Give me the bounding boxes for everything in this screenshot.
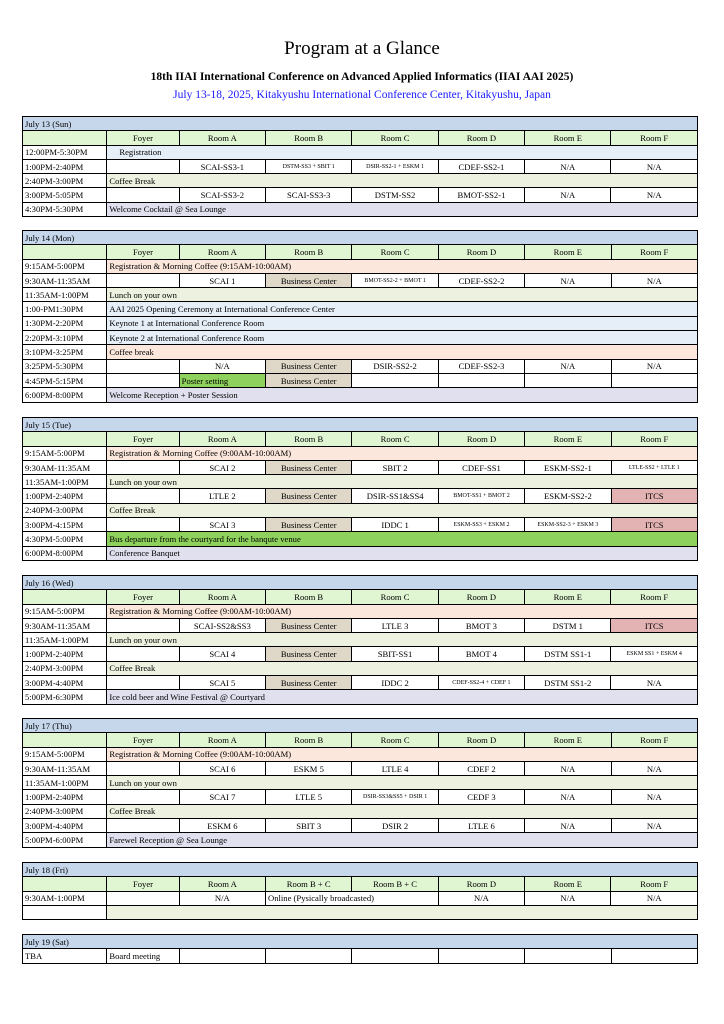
page-title: Program at a Glance bbox=[284, 38, 440, 59]
time-slot: 3:00PM-4:40PM bbox=[23, 676, 107, 690]
schedule-row bbox=[23, 259, 698, 273]
day-label: July 17 (Thu) bbox=[23, 719, 698, 733]
session-cell: CDEF 2 bbox=[438, 761, 524, 775]
time-slot: 2:20PM-3:10PM bbox=[23, 331, 107, 345]
session-cell: LTLE 5 bbox=[266, 790, 352, 804]
day-header-row bbox=[23, 719, 698, 733]
session-cell: Business Center bbox=[266, 373, 352, 387]
day-label: July 15 (Tue) bbox=[23, 418, 698, 432]
room-header: Room F bbox=[611, 590, 698, 604]
session-cell: Business Center bbox=[266, 460, 352, 474]
time-slot: 11:35AM-1:00PM bbox=[23, 633, 107, 647]
session-cell: N/A bbox=[611, 891, 698, 905]
session-cell: N/A bbox=[611, 676, 698, 690]
session-cell bbox=[107, 761, 179, 775]
schedule-row bbox=[23, 202, 698, 216]
session-cell: SCAI 7 bbox=[179, 790, 265, 804]
session-cell: SCAI 6 bbox=[179, 761, 265, 775]
session-cell: LTLE-SS2 + LTLE 1 bbox=[611, 460, 697, 474]
time-slot: 2:40PM-3:00PM bbox=[23, 174, 107, 188]
event-span: Lunch on your own bbox=[107, 776, 698, 790]
room-header: Foyer bbox=[107, 245, 179, 259]
session-cell: SCAI-SS2&SS3 bbox=[179, 618, 265, 632]
schedule-row bbox=[23, 446, 698, 460]
room-header: Room D bbox=[438, 432, 524, 446]
time-slot: 9:15AM-5:00PM bbox=[23, 259, 107, 273]
room-header bbox=[23, 590, 107, 604]
session-cell bbox=[352, 949, 438, 963]
session-cell bbox=[179, 949, 265, 963]
room-header: Room F bbox=[611, 131, 698, 145]
session-cell: CDEF-SS2-4 + CDEF 1 bbox=[438, 676, 524, 690]
session-cell: LTLE 6 bbox=[438, 819, 524, 833]
event-span: Lunch on your own bbox=[107, 288, 698, 302]
time-slot: 1:00-PM1:30PM bbox=[23, 302, 107, 316]
room-header-row bbox=[23, 131, 698, 145]
event-span: Coffee Break bbox=[107, 661, 698, 675]
session-cell: SCAI 1 bbox=[179, 273, 265, 287]
schedule-row bbox=[23, 891, 698, 905]
session-cell: SCAI 3 bbox=[179, 518, 265, 532]
room-header: Room F bbox=[611, 432, 697, 446]
session-cell: N/A bbox=[525, 159, 611, 173]
room-header-row bbox=[23, 877, 698, 891]
session-cell bbox=[525, 373, 611, 387]
event-span: Registration & Morning Coffee (9:15AM-10:00AM) bbox=[107, 259, 698, 273]
session-cell: DSIR-SS2-2 bbox=[352, 359, 438, 373]
session-cell: BMOT-SS2-1 bbox=[438, 188, 524, 202]
room-header: Room C bbox=[352, 590, 438, 604]
session-cell: SBIT 2 bbox=[352, 460, 438, 474]
session-cell: N/A bbox=[611, 188, 698, 202]
session-cell: N/A bbox=[611, 359, 697, 373]
room-header: Room C bbox=[352, 733, 438, 747]
room-header: Room A bbox=[179, 590, 265, 604]
room-header bbox=[23, 733, 107, 747]
session-cell: Business Center bbox=[266, 618, 352, 632]
room-header: Room A bbox=[179, 432, 265, 446]
schedule-row bbox=[23, 302, 698, 316]
schedule-row bbox=[23, 905, 698, 919]
session-cell: N/A bbox=[525, 761, 611, 775]
room-header: Room B bbox=[266, 432, 352, 446]
session-cell: ESKM-SS3 + ESKM 2 bbox=[438, 518, 524, 532]
room-header: Room B bbox=[266, 590, 352, 604]
session-cell: Business Center bbox=[266, 489, 352, 503]
schedule-row bbox=[23, 503, 698, 517]
session-cell: N/A bbox=[179, 891, 265, 905]
event-span: Bus departure from the courtyard for the banqute venue bbox=[107, 532, 698, 546]
room-header: Foyer bbox=[107, 590, 179, 604]
session-cell bbox=[107, 819, 179, 833]
time-slot: 4:30PM-5:00PM bbox=[23, 532, 107, 546]
session-cell: N/A bbox=[525, 359, 611, 373]
schedule-row bbox=[23, 174, 698, 188]
session-cell: SBIT 3 bbox=[266, 819, 352, 833]
session-cell: N/A bbox=[438, 891, 524, 905]
session-cell: IDDC 2 bbox=[352, 676, 438, 690]
session-cell: N/A bbox=[611, 159, 698, 173]
schedule-row bbox=[23, 661, 698, 675]
room-header: Room C bbox=[352, 432, 438, 446]
session-cell: Business Center bbox=[266, 676, 352, 690]
session-cell bbox=[107, 676, 179, 690]
time-slot: 1:00PM-2:40PM bbox=[23, 790, 107, 804]
time-slot: 9:30AM-11:35AM bbox=[23, 618, 107, 632]
session-cell: Business Center bbox=[266, 647, 352, 661]
time-slot: 4:45PM-5:15PM bbox=[23, 373, 107, 387]
time-slot: 3:00PM-4:40PM bbox=[23, 819, 107, 833]
session-cell: BMOT 4 bbox=[438, 647, 524, 661]
session-cell bbox=[107, 188, 179, 202]
day-label: July 16 (Wed) bbox=[23, 576, 698, 590]
time-slot: 11:35AM-1:00PM bbox=[23, 776, 107, 790]
time-slot: 4:30PM-5:30PM bbox=[23, 202, 107, 216]
session-cell: ITCS bbox=[611, 518, 697, 532]
schedule-row bbox=[23, 159, 698, 173]
session-cell: CDEF-SS2-2 bbox=[438, 273, 524, 287]
room-header: Room D bbox=[438, 733, 524, 747]
event-span: Coffee Break bbox=[107, 804, 698, 818]
session-cell: SCAI-SS3-2 bbox=[179, 188, 265, 202]
time-slot: 2:40PM-3:00PM bbox=[23, 804, 107, 818]
session-cell: N/A bbox=[525, 790, 611, 804]
schedule-row bbox=[23, 460, 698, 474]
room-header: Room F bbox=[611, 877, 698, 891]
day-table bbox=[22, 934, 698, 964]
day-header-row bbox=[23, 231, 698, 245]
day-label: July 14 (Mon) bbox=[23, 231, 698, 245]
session-cell: ESKM-SS2-3 + ESKM 3 bbox=[525, 518, 611, 532]
time-slot: 9:30AM-11:35AM bbox=[23, 273, 107, 287]
session-cell: ESKM SS1 + ESKM 4 bbox=[611, 647, 698, 661]
room-header: Foyer bbox=[107, 131, 179, 145]
schedule-row bbox=[23, 532, 698, 546]
session-cell: N/A bbox=[611, 273, 697, 287]
room-header: Room B bbox=[266, 245, 352, 259]
day-table bbox=[22, 575, 698, 705]
room-header: Foyer bbox=[107, 733, 179, 747]
event-span: Keynote 1 at International Conference Room bbox=[107, 316, 698, 330]
room-header: Room D bbox=[438, 877, 524, 891]
session-cell bbox=[107, 373, 179, 387]
event-span: Coffee Break bbox=[107, 503, 698, 517]
room-header-row bbox=[23, 733, 698, 747]
session-cell: BMOT-SS1 + BMOT 2 bbox=[438, 489, 524, 503]
session-cell: DSIR 2 bbox=[352, 819, 438, 833]
session-cell: DSIR-SS3&SS5 + DSIR 1 bbox=[352, 790, 438, 804]
session-cell: CDEF-SS1 bbox=[438, 460, 524, 474]
room-header: Room E bbox=[525, 245, 611, 259]
session-cell: ESKM-SS2-2 bbox=[525, 489, 611, 503]
session-cell: IDDC 1 bbox=[352, 518, 438, 532]
day-table bbox=[22, 862, 698, 920]
day-table bbox=[22, 116, 698, 217]
day-label: July 19 (Sat) bbox=[23, 935, 698, 949]
event-span: Registration & Morning Coffee (9:00AM-10:00AM) bbox=[107, 604, 698, 618]
event-span: Farewel Reception @ Sea Lounge bbox=[107, 833, 698, 847]
schedule-row bbox=[23, 690, 698, 704]
schedule-row bbox=[23, 804, 698, 818]
conference-name: 18th IIAI International Conference on Advanced Applied Informatics (IIAI AAI 2025) bbox=[150, 71, 574, 83]
event-span: Registration bbox=[107, 145, 698, 159]
event-span: Keynote 2 at International Conference Room bbox=[107, 331, 698, 345]
time-slot: 5:00PM-6:30PM bbox=[23, 690, 107, 704]
schedule-row bbox=[23, 345, 698, 359]
room-header: Room E bbox=[525, 877, 611, 891]
schedule-row bbox=[23, 633, 698, 647]
time-slot: 11:35AM-1:00PM bbox=[23, 288, 107, 302]
schedule-row bbox=[23, 331, 698, 345]
day-table bbox=[22, 718, 698, 848]
session-cell: N/A bbox=[179, 359, 265, 373]
session-cell: SCAI-SS3-3 bbox=[266, 188, 352, 202]
session-cell bbox=[611, 949, 697, 963]
time-slot: 12:00PM-5:30PM bbox=[23, 145, 107, 159]
session-cell: N/A bbox=[611, 819, 697, 833]
room-header: Room E bbox=[525, 733, 611, 747]
session-cell: LTLE 3 bbox=[352, 618, 438, 632]
room-header-row bbox=[23, 432, 698, 446]
event-span bbox=[107, 905, 698, 919]
session-cell bbox=[438, 949, 524, 963]
day-label: July 18 (Fri) bbox=[23, 863, 698, 877]
time-slot: 9:15AM-5:00PM bbox=[23, 747, 107, 761]
session-cell: N/A bbox=[611, 761, 697, 775]
room-header: Room A bbox=[179, 733, 265, 747]
time-slot: TBA bbox=[23, 949, 107, 963]
schedule-row bbox=[23, 373, 698, 387]
session-cell bbox=[266, 949, 352, 963]
room-header: Room E bbox=[525, 432, 611, 446]
day-header-row bbox=[23, 935, 698, 949]
time-slot: 9:15AM-5:00PM bbox=[23, 446, 107, 460]
room-header bbox=[23, 245, 107, 259]
session-cell: N/A bbox=[525, 273, 611, 287]
session-cell: Online (Pysically broadcasted) bbox=[266, 891, 439, 905]
time-slot: 6:00PM-8:00PM bbox=[23, 388, 107, 402]
session-cell: LTLE 2 bbox=[179, 489, 265, 503]
day-table bbox=[22, 230, 698, 403]
session-cell bbox=[107, 518, 179, 532]
session-cell: N/A bbox=[525, 188, 611, 202]
room-header: Foyer bbox=[107, 432, 179, 446]
session-cell: BMOT-SS2-2 + BMOT 1 bbox=[352, 273, 438, 287]
time-slot: 3:00PM-4:15PM bbox=[23, 518, 107, 532]
session-cell: CDEF-SS2-1 bbox=[438, 159, 524, 173]
event-span: Coffee break bbox=[107, 345, 698, 359]
session-cell: ESKM-SS2-1 bbox=[525, 460, 611, 474]
room-header: Room D bbox=[438, 245, 524, 259]
schedule-row bbox=[23, 188, 698, 202]
time-slot bbox=[23, 905, 107, 919]
time-slot: 1:00PM-2:40PM bbox=[23, 489, 107, 503]
time-slot: 6:00PM-8:00PM bbox=[23, 546, 107, 560]
session-cell: ESKM 6 bbox=[179, 819, 265, 833]
day-table bbox=[22, 417, 698, 561]
day-header-row bbox=[23, 418, 698, 432]
event-span: Welcome Cocktail @ Sea Lounge bbox=[107, 202, 698, 216]
time-slot: 2:40PM-3:00PM bbox=[23, 661, 107, 675]
session-cell: Poster setting bbox=[179, 373, 265, 387]
session-cell: LTLE 4 bbox=[352, 761, 438, 775]
schedule-row bbox=[23, 747, 698, 761]
session-cell: Business Center bbox=[266, 359, 352, 373]
room-header bbox=[23, 877, 107, 891]
schedule-row bbox=[23, 776, 698, 790]
room-header-row bbox=[23, 590, 698, 604]
time-slot: 3:25PM-5:30PM bbox=[23, 359, 107, 373]
event-span: AAI 2025 Opening Ceremony at International Conference Center bbox=[107, 302, 698, 316]
schedule-row bbox=[23, 761, 698, 775]
session-cell: SBIT-SS1 bbox=[352, 647, 438, 661]
event-span: Lunch on your own bbox=[107, 475, 698, 489]
conference-dates: July 13-18, 2025, Kitakyushu International Conference Center, Kitakyushu, Japan bbox=[173, 89, 551, 101]
session-cell bbox=[107, 647, 179, 661]
session-cell: SCAI 5 bbox=[179, 676, 265, 690]
room-header: Room E bbox=[525, 131, 611, 145]
session-cell: N/A bbox=[611, 790, 697, 804]
schedule-row bbox=[23, 273, 698, 287]
session-cell: Business Center bbox=[266, 273, 352, 287]
event-span: Coffee Break bbox=[107, 174, 698, 188]
session-cell: SCAI-SS3-1 bbox=[179, 159, 265, 173]
schedule-row bbox=[23, 790, 698, 804]
room-header: Room C bbox=[352, 245, 438, 259]
schedule-row bbox=[23, 833, 698, 847]
session-cell: DSTM-SS3 + SBIT 1 bbox=[266, 159, 352, 173]
schedule-row bbox=[23, 604, 698, 618]
session-cell bbox=[107, 489, 179, 503]
session-cell: SCAI 2 bbox=[179, 460, 265, 474]
room-header: Room B + C bbox=[352, 877, 438, 891]
session-cell: ITCS bbox=[611, 489, 697, 503]
session-cell bbox=[107, 460, 179, 474]
room-header: Room B + C bbox=[266, 877, 352, 891]
session-cell: Board meeting bbox=[107, 949, 179, 963]
room-header: Room B bbox=[266, 131, 352, 145]
session-cell: BMOT 3 bbox=[438, 618, 524, 632]
day-header-row bbox=[23, 863, 698, 877]
session-cell bbox=[107, 891, 179, 905]
time-slot: 3:00PM-5:05PM bbox=[23, 188, 107, 202]
session-cell: Business Center bbox=[266, 518, 352, 532]
session-cell: ITCS bbox=[611, 618, 698, 632]
room-header: Room A bbox=[179, 877, 265, 891]
room-header: Room F bbox=[611, 733, 697, 747]
schedule-row bbox=[23, 475, 698, 489]
time-slot: 9:30AM-11:35AM bbox=[23, 761, 107, 775]
schedule-row bbox=[23, 489, 698, 503]
session-cell: DSTM SS1-1 bbox=[525, 647, 611, 661]
schedule-row bbox=[23, 819, 698, 833]
session-cell bbox=[611, 373, 697, 387]
session-cell bbox=[438, 373, 524, 387]
time-slot: 9:30AM-11:35AM bbox=[23, 460, 107, 474]
schedule-row bbox=[23, 518, 698, 532]
session-cell: DSTM 1 bbox=[525, 618, 611, 632]
schedule-row bbox=[23, 316, 698, 330]
session-cell: DSIR-SS2-1 + ESKM 1 bbox=[352, 159, 438, 173]
session-cell: ESKM 5 bbox=[266, 761, 352, 775]
room-header: Room D bbox=[438, 590, 524, 604]
session-cell: N/A bbox=[525, 891, 611, 905]
room-header: Room D bbox=[438, 131, 524, 145]
schedule-row bbox=[23, 388, 698, 402]
day-label: July 13 (Sun) bbox=[23, 117, 698, 131]
event-span: Registration & Morning Coffee (9:00AM-10:00AM) bbox=[107, 446, 698, 460]
session-cell bbox=[525, 949, 611, 963]
time-slot: 1:00PM-2:40PM bbox=[23, 647, 107, 661]
session-cell: DSTM-SS2 bbox=[352, 188, 438, 202]
room-header bbox=[23, 131, 107, 145]
room-header: Room E bbox=[525, 590, 611, 604]
time-slot: 1:30PM-2:20PM bbox=[23, 316, 107, 330]
time-slot: 5:00PM-6:00PM bbox=[23, 833, 107, 847]
room-header: Room B bbox=[266, 733, 352, 747]
schedule-row bbox=[23, 949, 698, 963]
day-header-row bbox=[23, 576, 698, 590]
schedule-row bbox=[23, 359, 698, 373]
event-span: Lunch on your own bbox=[107, 633, 698, 647]
room-header-row bbox=[23, 245, 698, 259]
time-slot: 9:30AM-1:00PM bbox=[23, 891, 107, 905]
time-slot: 2:40PM-3:00PM bbox=[23, 503, 107, 517]
session-cell bbox=[107, 273, 179, 287]
session-cell bbox=[352, 373, 438, 387]
session-cell: CEDF 3 bbox=[438, 790, 524, 804]
session-cell: SCAI 4 bbox=[179, 647, 265, 661]
room-header: Room C bbox=[352, 131, 438, 145]
schedule-row bbox=[23, 546, 698, 560]
session-cell bbox=[107, 790, 179, 804]
session-cell: DSIR-SS1&SS4 bbox=[352, 489, 438, 503]
session-cell bbox=[107, 618, 179, 632]
schedule-row bbox=[23, 647, 698, 661]
schedule-row bbox=[23, 288, 698, 302]
room-header: Room F bbox=[611, 245, 697, 259]
session-cell: N/A bbox=[525, 819, 611, 833]
session-cell: DSTM SS1-2 bbox=[525, 676, 611, 690]
time-slot: 9:15AM-5:00PM bbox=[23, 604, 107, 618]
session-cell bbox=[107, 159, 179, 173]
session-cell bbox=[107, 359, 179, 373]
event-span: Ice cold beer and Wine Festival @ Courtyard bbox=[107, 690, 698, 704]
room-header: Room A bbox=[179, 131, 265, 145]
schedule-row bbox=[23, 618, 698, 632]
event-span: Welcome Reception + Poster Session bbox=[107, 388, 698, 402]
time-slot: 1:00PM-2:40PM bbox=[23, 159, 107, 173]
schedule-row bbox=[23, 676, 698, 690]
event-span: Conference Banquet bbox=[107, 546, 698, 560]
room-header bbox=[23, 432, 107, 446]
schedule-row bbox=[23, 145, 698, 159]
day-header-row bbox=[23, 117, 698, 131]
event-span: Registration & Morning Coffee (9:00AM-10:00AM) bbox=[107, 747, 698, 761]
session-cell: CDEF-SS2-3 bbox=[438, 359, 524, 373]
room-header: Foyer bbox=[107, 877, 179, 891]
time-slot: 3:10PM-3:25PM bbox=[23, 345, 107, 359]
room-header: Room A bbox=[179, 245, 265, 259]
time-slot: 11:35AM-1:00PM bbox=[23, 475, 107, 489]
